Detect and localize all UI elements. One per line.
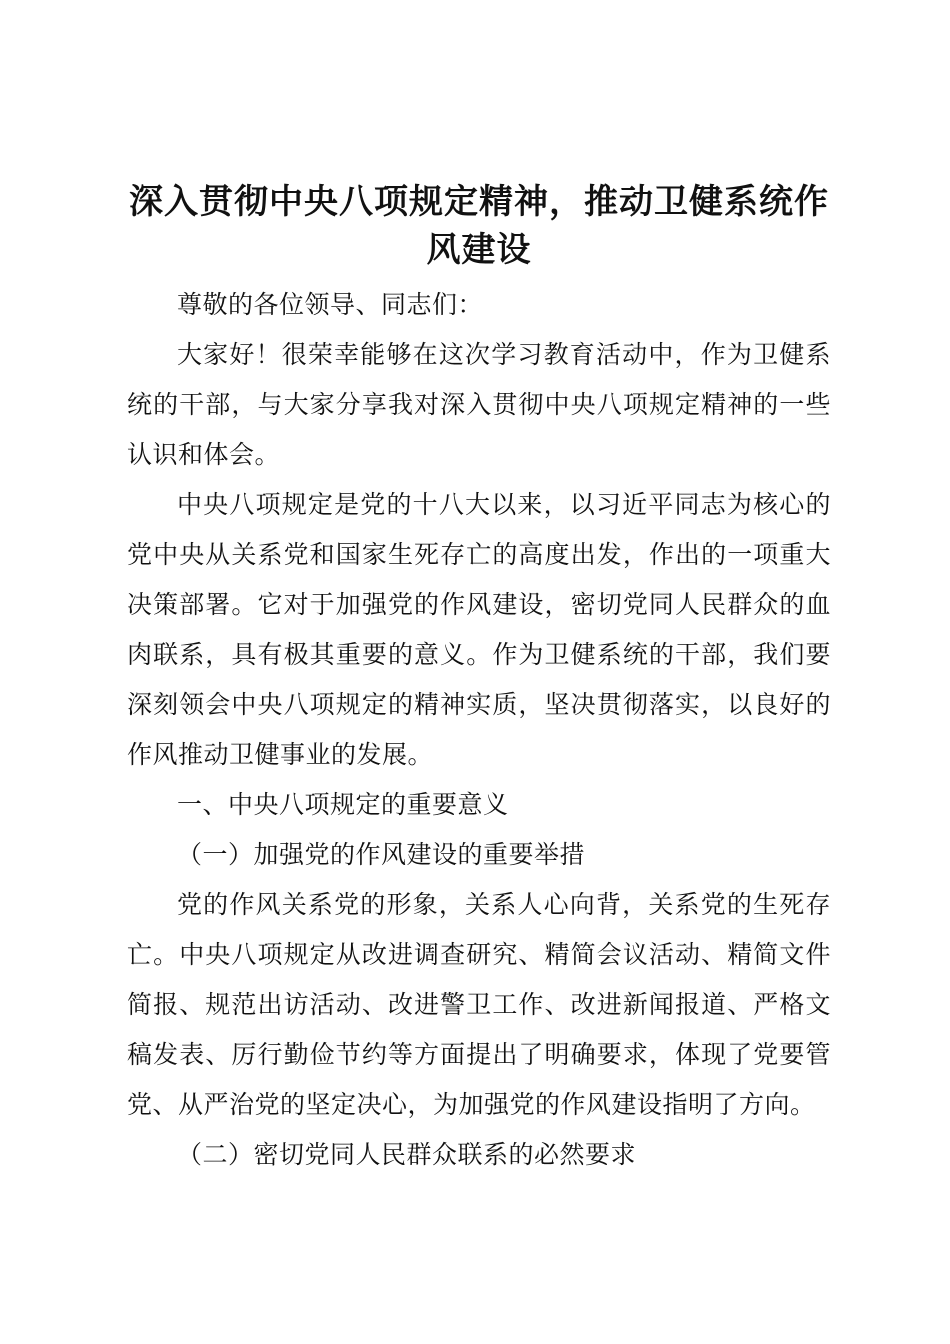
section-heading-1: 一、中央八项规定的重要意义 — [177, 790, 509, 819]
document-body — [127, 178, 831, 1180]
salutation: 尊敬的各位领导、同志们： — [177, 290, 484, 319]
paragraph-style-importance: 党的作风关系党的形象，关系人心向背，关系党的生死存亡。中央八项规定从改进调查研究、精简会议活动、精简文件简报、规范出访活动、改进警卫工作、改进新闻报道、严格文稿发表、厉行勤俭节约等方面提出了明确要求，体现了党要管党、从严治党的坚定决心，为加强党的作风建设指明了方向。 — [127, 890, 831, 1119]
document-title: 深入贯彻中央八项规定精神，推动卫健系统作风建设 — [129, 182, 829, 270]
paragraph-greeting: 大家好！很荣幸能够在这次学习教育活动中，作为卫健系统的干部，与大家分享我对深入贯彻中央八项规定精神的一些认识和体会。 — [127, 340, 831, 469]
subsection-heading-1: （一）加强党的作风建设的重要举措 — [177, 840, 586, 869]
paragraph-introduction: 中央八项规定是党的十八大以来，以习近平同志为核心的党中央从关系党和国家生死存亡的高度出发，作出的一项重大决策部署。它对于加强党的作风建设，密切党同人民群众的血肉联系，具有极其重要的意义。作为卫健系统的干部，我们要深刻领会中央八项规定的精神实质，坚决贯彻落实，以良好的作风推动卫健事业的发展。 — [127, 490, 831, 769]
subsection-heading-2: （二）密切党同人民群众联系的必然要求 — [177, 1140, 637, 1169]
